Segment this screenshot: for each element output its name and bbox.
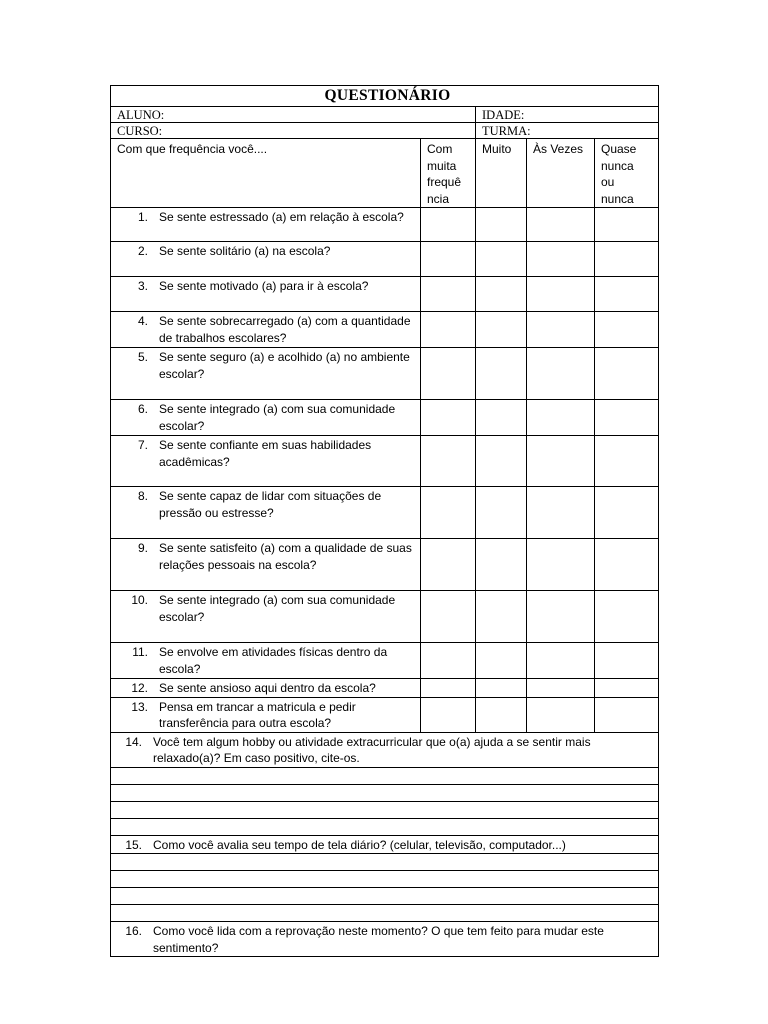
answer-cell[interactable]: [476, 643, 527, 679]
question-cell: [111, 643, 421, 679]
question-number: 5.: [137, 350, 148, 364]
answer-cell[interactable]: [527, 697, 595, 732]
answer-line[interactable]: [111, 905, 659, 922]
answer-line-row: [111, 818, 659, 835]
question-number: 12.: [131, 681, 148, 695]
answer-cell[interactable]: [595, 436, 659, 487]
question-text: Se sente ansioso aqui dentro da escola?: [159, 681, 376, 695]
question-text: Como você avalia seu tempo de tela diário? (celular, televisão, computador...): [153, 837, 566, 852]
question-row: [111, 348, 659, 400]
question-number: 6.: [137, 402, 148, 416]
question-row: [111, 539, 659, 591]
question-item: [111, 734, 652, 767]
answer-cell[interactable]: [595, 487, 659, 539]
answer-cell[interactable]: [476, 591, 527, 643]
answer-cell[interactable]: [595, 539, 659, 591]
question-row: [111, 277, 659, 312]
open-question-cell: [111, 922, 659, 957]
answer-cell[interactable]: [527, 487, 595, 539]
question-row: [111, 679, 659, 698]
question-row: [111, 643, 659, 679]
question-row: [111, 312, 659, 348]
answer-cell[interactable]: [527, 242, 595, 277]
question-item: [117, 243, 416, 260]
question-row: [111, 697, 659, 732]
question-number: 11.: [132, 645, 148, 659]
question-row: [111, 591, 659, 643]
answer-cell[interactable]: [421, 348, 476, 400]
answer-cell[interactable]: [421, 539, 476, 591]
question-number: 16.: [125, 924, 142, 938]
answer-line[interactable]: [111, 784, 659, 801]
question-item: [111, 923, 652, 956]
frequency-prompt: Com que frequência você....: [111, 139, 421, 208]
answer-line[interactable]: [111, 801, 659, 818]
answer-cell[interactable]: [476, 400, 527, 436]
answer-cell[interactable]: [595, 348, 659, 400]
question-row: [111, 400, 659, 436]
question-number: 14.: [125, 734, 142, 749]
answer-line-row: [111, 784, 659, 801]
answer-line[interactable]: [111, 888, 659, 905]
answer-cell[interactable]: [421, 277, 476, 312]
answer-cell[interactable]: [527, 436, 595, 487]
answer-line[interactable]: [111, 871, 659, 888]
question-text: Se sente motivado (a) para ir à escola?: [159, 279, 369, 293]
question-cell: [111, 400, 421, 436]
answer-cell[interactable]: [595, 242, 659, 277]
question-cell: [111, 591, 421, 643]
column-quase-nunca: Quase nunca ou nunca: [595, 139, 659, 208]
question-text: Se sente confiante em suas habilidades acadêmicas?: [159, 438, 372, 469]
answer-cell[interactable]: [595, 400, 659, 436]
question-text: Se sente integrado (a) com sua comunidade escolar?: [159, 402, 396, 433]
open-questions-table: [110, 732, 659, 958]
question-item: [117, 699, 416, 732]
question-text: Pensa em trancar a matricula e pedir transferência para outra escola?: [159, 699, 356, 730]
answer-cell[interactable]: [527, 539, 595, 591]
answer-cell[interactable]: [527, 643, 595, 679]
answer-cell[interactable]: [421, 643, 476, 679]
question-text: Se sente estressado (a) em relação à escola?: [159, 210, 404, 224]
question-cell: [111, 539, 421, 591]
question-item: [117, 680, 416, 697]
answer-cell[interactable]: [527, 312, 595, 348]
answer-cell[interactable]: [527, 679, 595, 698]
question-text: Se envolve em atividades físicas dentro da escola?: [159, 645, 388, 676]
question-item: [117, 313, 416, 346]
answer-cell[interactable]: [595, 679, 659, 698]
answer-cell[interactable]: [595, 208, 659, 242]
answer-line[interactable]: [111, 854, 659, 871]
answer-line-row: [111, 871, 659, 888]
answer-cell[interactable]: [476, 312, 527, 348]
answer-cell[interactable]: [595, 277, 659, 312]
answer-cell[interactable]: [476, 697, 527, 732]
question-cell: [111, 277, 421, 312]
question-number: 7.: [137, 438, 148, 452]
answer-cell[interactable]: [421, 679, 476, 698]
question-item: [117, 401, 416, 434]
question-item: [117, 540, 416, 573]
question-row: [111, 487, 659, 539]
question-cell: [111, 242, 421, 277]
question-row: [111, 208, 659, 242]
question-item: [117, 349, 416, 382]
question-cell: [111, 679, 421, 698]
question-text: Se sente capaz de lidar com situações de pressão ou estresse?: [159, 489, 382, 520]
column-muito: Muito: [476, 139, 527, 208]
question-item: [117, 209, 416, 226]
header-table: [110, 85, 659, 139]
question-item: [117, 592, 416, 625]
frequency-header-row: [111, 139, 659, 208]
answer-cell[interactable]: [527, 348, 595, 400]
answer-cell[interactable]: [421, 487, 476, 539]
question-text: Como você lida com a reprovação neste momento? O que tem feito para mudar este sentimento?: [153, 924, 604, 955]
answer-cell[interactable]: [595, 697, 659, 732]
answer-cell[interactable]: [476, 539, 527, 591]
answer-line-row: [111, 767, 659, 784]
open-question-cell: [111, 732, 659, 767]
question-text: Você tem algum hobby ou atividade extracurricular que o(a) ajuda a se sentir mais relaxado(a)? Em caso positivo, cite-os.: [153, 734, 591, 765]
question-number: 2.: [137, 244, 148, 258]
answer-cell[interactable]: [476, 487, 527, 539]
answer-cell[interactable]: [421, 242, 476, 277]
answer-cell[interactable]: [527, 277, 595, 312]
answer-line-row: [111, 888, 659, 905]
question-item: [111, 837, 652, 854]
question-number: 13.: [131, 699, 148, 714]
answer-line[interactable]: [111, 818, 659, 835]
question-item: [117, 488, 416, 521]
question-cell: [111, 208, 421, 242]
answer-line[interactable]: [111, 767, 659, 784]
answer-cell[interactable]: [421, 591, 476, 643]
question-text: Se sente satisfeito (a) com a qualidade de suas relações pessoais na escola?: [159, 541, 412, 572]
answer-cell[interactable]: [595, 312, 659, 348]
turma-field[interactable]: TURMA:: [476, 123, 659, 139]
curso-field[interactable]: CURSO:: [111, 123, 476, 139]
open-question-row: [111, 835, 659, 854]
question-number: 9.: [137, 541, 148, 555]
question-cell: [111, 436, 421, 487]
question-cell: [111, 697, 421, 732]
answer-cell[interactable]: [476, 679, 527, 698]
question-number: 3.: [137, 279, 148, 293]
question-text: Se sente seguro (a) e acolhido (a) no ambiente escolar?: [159, 350, 410, 381]
open-question-cell: [111, 835, 659, 854]
answer-cell[interactable]: [595, 591, 659, 643]
question-text: Se sente sobrecarregado (a) com a quantidade de trabalhos escolares?: [159, 314, 411, 345]
aluno-field[interactable]: ALUNO:: [111, 107, 476, 123]
question-number: 15.: [125, 837, 142, 852]
question-number: 8.: [137, 489, 148, 503]
answer-cell[interactable]: [527, 208, 595, 242]
question-row: [111, 242, 659, 277]
answer-cell[interactable]: [421, 400, 476, 436]
column-com-muita-frequencia: Com muita frequê ncia: [421, 139, 476, 208]
question-number: 1.: [137, 210, 148, 224]
answer-cell[interactable]: [476, 277, 527, 312]
question-row: [111, 436, 659, 487]
answer-line-row: [111, 854, 659, 871]
idade-field[interactable]: IDADE:: [476, 107, 659, 123]
question-cell: [111, 348, 421, 400]
answer-line-row: [111, 905, 659, 922]
answer-cell[interactable]: [421, 697, 476, 732]
question-text: Se sente solitário (a) na escola?: [159, 244, 331, 258]
column-as-vezes: Às Vezes: [527, 139, 595, 208]
answer-cell[interactable]: [421, 312, 476, 348]
answer-cell[interactable]: [527, 400, 595, 436]
question-number: 10.: [131, 593, 148, 607]
question-cell: [111, 487, 421, 539]
question-item: [117, 437, 416, 470]
answer-cell[interactable]: [476, 242, 527, 277]
frequency-table: [110, 138, 659, 733]
answer-cell[interactable]: [476, 436, 527, 487]
question-number: 4.: [137, 314, 148, 328]
answer-line-row: [111, 801, 659, 818]
question-text: Se sente integrado (a) com sua comunidade escolar?: [159, 593, 396, 624]
answer-cell[interactable]: [595, 643, 659, 679]
answer-cell[interactable]: [421, 436, 476, 487]
answer-cell[interactable]: [476, 348, 527, 400]
questionnaire-sheet: [110, 85, 658, 957]
answer-cell[interactable]: [476, 208, 527, 242]
questionnaire-title: QUESTIONÁRIO: [111, 86, 659, 107]
answer-cell[interactable]: [527, 591, 595, 643]
question-item: [117, 644, 416, 677]
answer-cell[interactable]: [421, 208, 476, 242]
open-question-row: [111, 732, 659, 767]
question-cell: [111, 312, 421, 348]
question-item: [117, 278, 416, 295]
open-question-row: [111, 922, 659, 957]
